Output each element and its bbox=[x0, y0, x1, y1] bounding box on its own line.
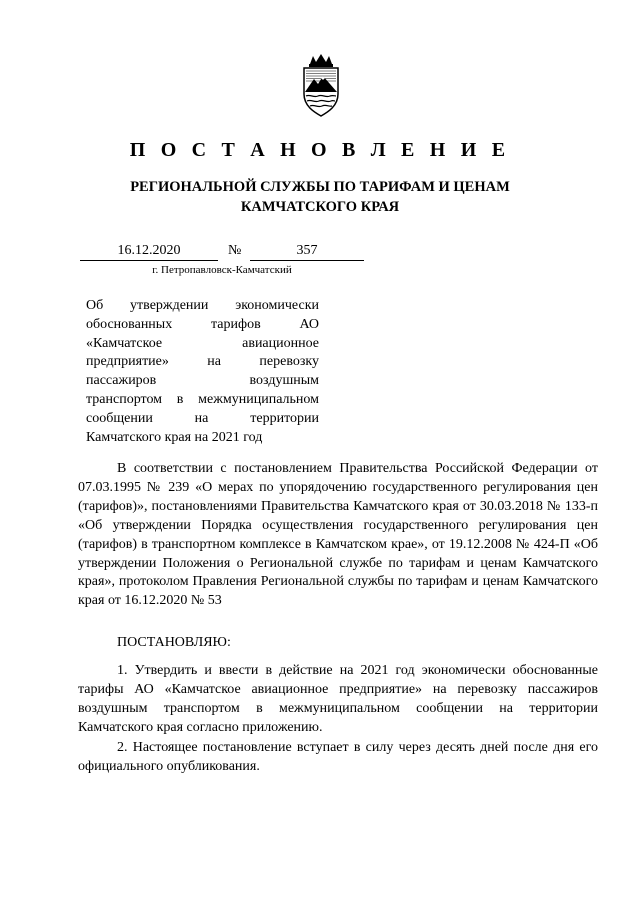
document-date: 16.12.2020 bbox=[80, 242, 218, 261]
subject-line: транспортом в межмуниципальном bbox=[86, 391, 319, 407]
resolve-heading: ПОСТАНОВЛЯЮ: bbox=[117, 635, 231, 650]
clause-1: 1. Утвердить и ввести в действие на 2021 год экономически обоснованные тарифы АО «Камчатское авиационное предприятие» на перевозку пассажиров воздушным транспортом в межмуниципальном сообщении на территории Камчатского края согласно приложению. bbox=[78, 663, 598, 735]
subject-line: обоснованных тарифов АО bbox=[86, 316, 319, 332]
issuing-authority-line-2: КАМЧАТСКОГО КРАЯ bbox=[240, 199, 400, 215]
kamchatka-coat-of-arms-icon bbox=[296, 52, 346, 118]
subject-line: сообщении на территории bbox=[86, 410, 319, 426]
subject-line: Камчатского края на 2021 год bbox=[86, 429, 263, 445]
subject-line: Об утверждении экономически bbox=[86, 298, 319, 313]
document-subject bbox=[86, 297, 319, 447]
clause-2: 2. Настоящее постановление вступает в силу через десять дней после дня его официального опубликования. bbox=[78, 740, 598, 774]
subject-line: «Камчатское авиационное bbox=[86, 335, 319, 351]
document-place: г. Петропавловск-Камчатский bbox=[152, 264, 292, 276]
number-sign: № bbox=[228, 243, 242, 258]
document-number: 357 bbox=[250, 242, 364, 261]
subject-line: предприятие» на перевозку bbox=[86, 354, 319, 370]
document-title: П О С Т А Н О В Л Е Н И Е bbox=[129, 139, 511, 161]
subject-line: пассажиров воздушным bbox=[86, 373, 319, 389]
preamble-paragraph: В соответствии с постановлением Правительства Российской Федерации от 07.03.1995 № 239 «О мерах по упорядочению государственного регулирования цен (тарифов)», постановлениями Правительства Камчатского края от 30.03.2018 № 133-п «Об утверждении Порядка осуществления государственного регулирования цен (тарифов) в транспортном комплексе в Камчатском крае», от 19.12.2008 № 424-П «Об утверждении Положения о Региональной службе по тарифам и ценам Камчатского края», протоколом Правления Региональной службы по тарифам и ценам Камчатского края от 16.12.2020 № 53 bbox=[78, 461, 598, 609]
issuing-authority-line-1: РЕГИОНАЛЬНОЙ СЛУЖБЫ ПО ТАРИФАМ И ЦЕНАМ bbox=[130, 179, 510, 195]
issuing-authority bbox=[120, 177, 520, 217]
